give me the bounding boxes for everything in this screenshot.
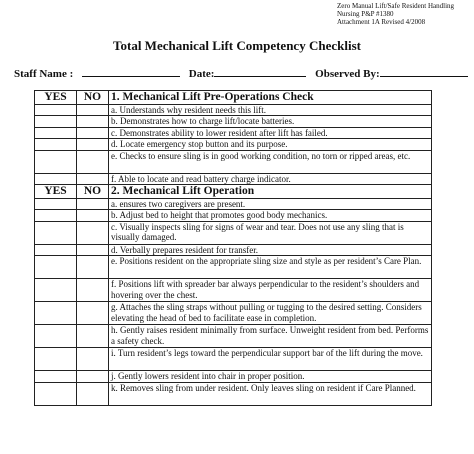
checklist-item-text: e. Positions resident on the appropriate sling size and style as per resident’s Care Plan. — [109, 256, 432, 279]
section-header-row — [35, 185, 432, 199]
yes-checkbox-cell[interactable] — [35, 210, 77, 221]
section-header-row — [35, 91, 432, 105]
checklist-item-text: j. Gently lowers resident into chair in proper position. — [109, 371, 432, 382]
checklist-item-text: b. Adjust bed to height that promotes good body mechanics. — [109, 210, 432, 221]
no-checkbox-cell[interactable] — [77, 325, 109, 348]
checklist-item-text: a. Understands why resident needs this lift. — [109, 105, 432, 116]
no-checkbox-cell[interactable] — [77, 371, 109, 382]
section-heading: 1. Mechanical Lift Pre-Operations Check — [109, 91, 432, 105]
checklist-item-row — [35, 348, 432, 371]
checklist-item-text: h. Gently raises resident minimally from surface. Unweight resident from bed. Performs a safety check. — [109, 325, 432, 348]
yes-checkbox-cell[interactable] — [35, 279, 77, 302]
no-checkbox-cell[interactable] — [77, 244, 109, 255]
date-label: Date: — [188, 68, 215, 80]
yes-checkbox-cell[interactable] — [35, 348, 77, 371]
no-checkbox-cell[interactable] — [77, 105, 109, 116]
section-heading: 2. Mechanical Lift Operation — [109, 185, 432, 199]
date-field[interactable] — [214, 66, 306, 77]
yes-column-header: YES — [35, 91, 77, 105]
yes-checkbox-cell[interactable] — [35, 127, 77, 138]
no-checkbox-cell[interactable] — [77, 116, 109, 127]
checklist-item-row — [35, 302, 432, 325]
policy-line: Attachment 1A Revised 4/2008 — [337, 18, 426, 26]
yes-checkbox-cell[interactable] — [35, 221, 77, 244]
checklist-item-row — [35, 371, 432, 382]
no-checkbox-cell[interactable] — [77, 221, 109, 244]
yes-checkbox-cell[interactable] — [35, 150, 77, 173]
yes-checkbox-cell[interactable] — [35, 105, 77, 116]
policy-reference-note — [337, 2, 454, 26]
yes-checkbox-cell[interactable] — [35, 116, 77, 127]
checklist-item-text: d. Verbally prepares resident for transfer. — [109, 244, 432, 255]
staff-name-label: Staff Name : — [14, 68, 74, 80]
checklist-item-text: d. Locate emergency stop button and its purpose. — [109, 139, 432, 150]
no-checkbox-cell[interactable] — [77, 279, 109, 302]
checklist-item-row — [35, 199, 432, 210]
yes-checkbox-cell[interactable] — [35, 382, 77, 405]
no-checkbox-cell[interactable] — [77, 302, 109, 325]
observed-by-field[interactable] — [380, 66, 468, 77]
checklist-item-text: f. Positions lift with spreader bar always perpendicular to the resident’s shoulders and hovering over the chest. — [109, 279, 432, 302]
checklist-item-text: k. Removes sling from under resident. Only leaves sling on resident if Care Planned. — [109, 382, 432, 405]
checklist-item-text: b. Demonstrates how to charge lift/locate batteries. — [109, 116, 432, 127]
page-title: Total Mechanical Lift Competency Checklist — [113, 38, 361, 53]
checklist-item-text: c. Visually inspects sling for signs of wear and tear. Does not use any sling that is visually damaged. — [109, 221, 432, 244]
competency-checklist-table — [34, 90, 432, 406]
policy-line: Nursing P&P #1380 — [337, 10, 394, 18]
no-column-header: NO — [77, 91, 109, 105]
yes-checkbox-cell[interactable] — [35, 371, 77, 382]
checklist-item-row — [35, 279, 432, 302]
checklist-item-row — [35, 256, 432, 279]
no-checkbox-cell[interactable] — [77, 382, 109, 405]
yes-checkbox-cell[interactable] — [35, 173, 77, 184]
no-column-header: NO — [77, 185, 109, 199]
no-checkbox-cell[interactable] — [77, 256, 109, 279]
observed-by-label: Observed By: — [315, 68, 380, 80]
no-checkbox-cell[interactable] — [77, 348, 109, 371]
yes-checkbox-cell[interactable] — [35, 199, 77, 210]
checklist-item-row — [35, 244, 432, 255]
checklist-item-row — [35, 127, 432, 138]
checklist-item-row — [35, 325, 432, 348]
yes-checkbox-cell[interactable] — [35, 325, 77, 348]
no-checkbox-cell[interactable] — [77, 199, 109, 210]
no-checkbox-cell[interactable] — [77, 210, 109, 221]
checklist-item-text: g. Attaches the sling straps without pulling or tugging to the desired setting. Considers elevating the head of bed to facilitate ease in completion. — [109, 302, 432, 325]
checklist-item-row — [35, 105, 432, 116]
checklist-item-text: a. ensures two caregivers are present. — [109, 199, 432, 210]
form-fields-row — [14, 66, 474, 80]
checklist-item-row — [35, 382, 432, 405]
no-checkbox-cell[interactable] — [77, 150, 109, 173]
checklist-item-row — [35, 210, 432, 221]
no-checkbox-cell[interactable] — [77, 173, 109, 184]
checklist-item-text: f. Able to locate and read battery charge indicator. — [109, 173, 432, 184]
yes-checkbox-cell[interactable] — [35, 244, 77, 255]
checklist-item-row — [35, 116, 432, 127]
staff-name-field[interactable] — [82, 66, 180, 77]
checklist-item-row — [35, 221, 432, 244]
policy-line: Zero Manual Lift/Safe Resident Handling — [337, 2, 455, 10]
checklist-item-text: e. Checks to ensure sling is in good working condition, no torn or ripped areas, etc. — [109, 150, 432, 173]
yes-column-header: YES — [35, 185, 77, 199]
checklist-item-row — [35, 139, 432, 150]
yes-checkbox-cell[interactable] — [35, 302, 77, 325]
checklist-item-text: c. Demonstrates ability to lower resident after lift has failed. — [109, 127, 432, 138]
yes-checkbox-cell[interactable] — [35, 139, 77, 150]
no-checkbox-cell[interactable] — [77, 139, 109, 150]
checklist-item-row — [35, 173, 432, 184]
yes-checkbox-cell[interactable] — [35, 256, 77, 279]
checklist-item-text: i. Turn resident’s legs toward the perpendicular support bar of the lift during the move. — [109, 348, 432, 371]
checklist-item-row — [35, 150, 432, 173]
no-checkbox-cell[interactable] — [77, 127, 109, 138]
